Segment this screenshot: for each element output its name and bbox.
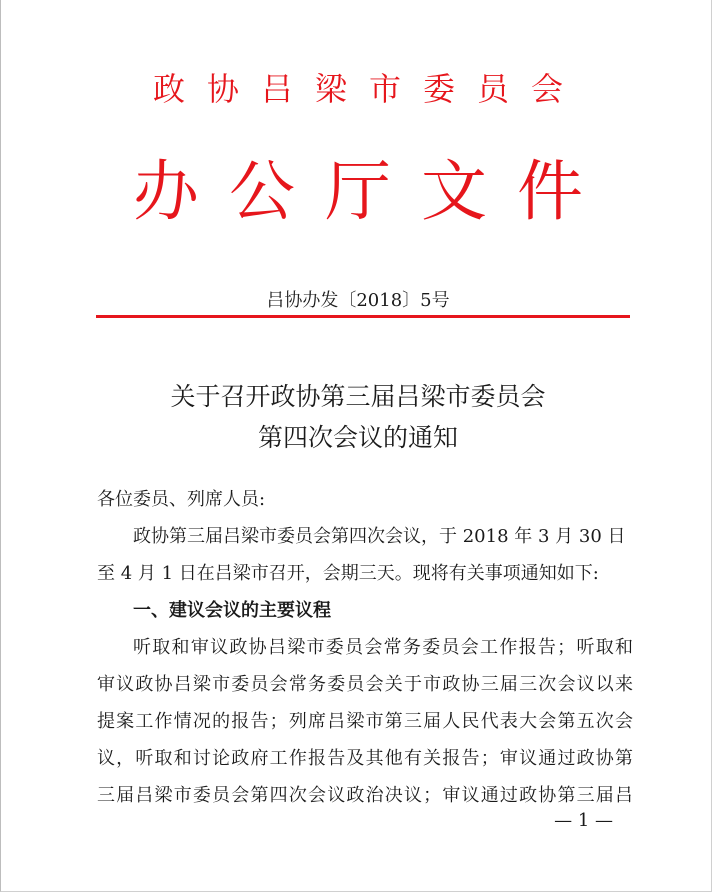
salutation: 各位委员、列席人员:: [97, 489, 266, 510]
paragraph-1-line-1: 政协第三届吕梁市委员会第四次会议，于 2018 年 3 月 30 日: [133, 526, 626, 547]
paragraph-2-line-2: 审议政协吕梁市委员会常务委员会关于市政协三届三次会议以来: [97, 674, 633, 695]
page-number: — 1 —: [554, 810, 613, 831]
document-body: [97, 481, 633, 814]
document-type-heading: 办公厅文件: [133, 153, 613, 230]
red-divider-line: [96, 315, 630, 318]
paragraph-2-line-3: 提案工作情况的报告；列席吕梁市第三届人民代表大会第五次会: [97, 711, 633, 732]
section-heading-1: 一、建议会议的主要议程: [133, 600, 331, 621]
document-number: 吕协办发〔2018〕5号: [266, 290, 450, 311]
issuing-organization: 政协吕梁市委员会: [152, 70, 585, 108]
paragraph-1-line-2: 至 4 月 1 日在吕梁市召开，会期三天。现将有关事项通知如下:: [97, 563, 599, 584]
notice-title-line-1: 关于召开政协第三届吕梁市委员会: [170, 382, 546, 411]
paragraph-2-line-4: 议，听取和讨论政府工作报告及其他有关报告；审议通过政协第: [97, 748, 633, 769]
paragraph-2-line-5: 三届吕梁市委员会第四次会议政治决议；审议通过政协第三届吕: [97, 785, 633, 806]
paragraph-2-line-1: 听取和审议政协吕梁市委员会常务委员会工作报告；听取和: [133, 637, 633, 658]
notice-title-line-2: 第四次会议的通知: [257, 423, 458, 452]
